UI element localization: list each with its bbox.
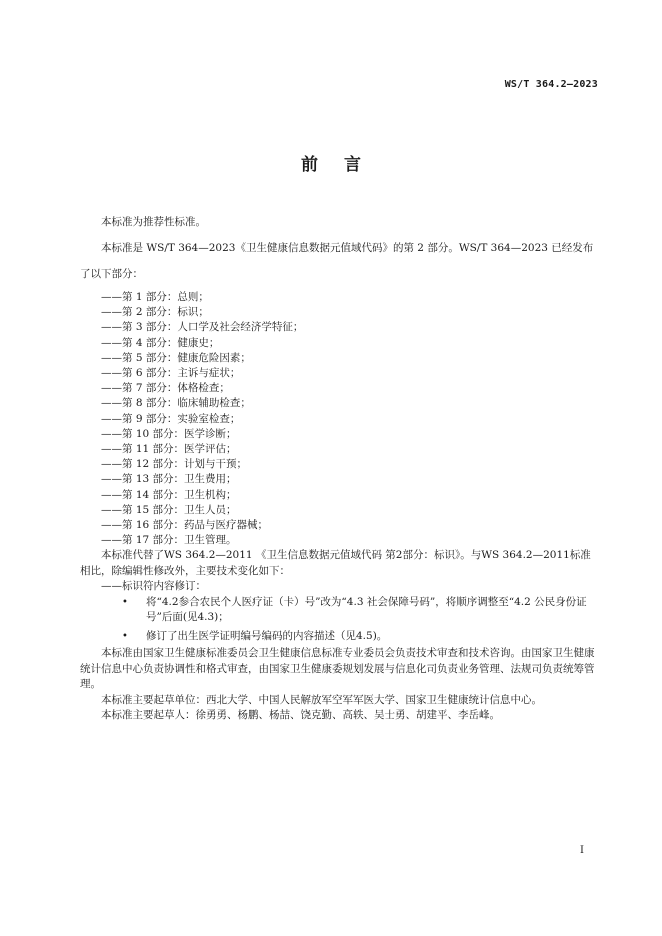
list-item: ——第 17 部分：卫生管理。 [101,534,237,547]
changes-list [80,595,598,645]
list-item: ——第 6 部分：主诉与症状； [101,367,241,380]
changes-heading: ——标识符内容修订： [101,580,206,593]
drafting-units-paragraph: 本标准主要起草单位：西北大学、中国人民解放军空军军医大学、国家卫生健康统计信息中心。 [101,693,542,706]
list-item: ——第 5 部分：健康危险因素； [101,351,251,364]
document-body [80,209,598,724]
list-item: ——第 10 部分：医学诊断； [101,427,237,440]
list-item [80,595,598,626]
change-text: 将“4.2参合农民个人医疗证（卡）号”改为“4.3 社会保障号码”，将顺序调整至“4.2 公民身份证号”后面(见4.3)； [146,595,587,624]
bullet-icon: • [122,596,128,608]
list-item: ——第 14 部分：卫生机构； [101,488,237,501]
list-item: ——第 4 部分：健康史； [101,336,220,349]
page-number: I [580,845,584,856]
list-item: ——第 16 部分：药品与医疗器械； [101,519,269,532]
header-standard-code: WS/T 364.2—2023 [504,79,598,90]
replacement-paragraph: 本标准代替了WS 364.2—2011 《卫生信息数据元值域代码 第2部分：标识》。与WS 364.2—2011标准相比，除编辑性修改外，主要技术变化如下： [80,549,591,577]
list-item: ——第 9 部分：实验室检查； [101,412,241,425]
list-item: ——第 7 部分：体格检查； [101,382,230,395]
list-item: ——第 1 部分：总则； [101,291,209,303]
bullet-icon: • [122,630,128,642]
list-item: ——第 13 部分：卫生费用； [101,473,237,486]
intro-paragraph-2: 本标准是 WS/T 364—2023《卫生健康信息数据元值域代码》的第 2 部分。WS/T 364—2023 已经发布了以下部分： [80,242,594,280]
proposer-paragraph: 本标准由国家卫生健康标准委员会卫生健康信息标准专业委员会负责技术审查和技术咨询。由国家卫生健康统计信息中心负责协调性和格式审查，由国家卫生健康委规划发展与信息化司负责业务管理、法规司负责统筹管理。 [80,647,595,691]
list-item: ——第 8 部分：临床辅助检查； [101,397,251,410]
list-item: ——第 12 部分：计划与干预； [101,458,248,471]
drafters-paragraph: 本标准主要起草人：徐勇勇、杨鹏、杨喆、饶克勤、高轶、吴士勇、胡建平、李岳峰。 [101,709,500,722]
parts-list [80,290,598,548]
list-item [80,629,598,645]
list-item: ——第 3 部分：人口学及社会经济学特征； [101,321,304,334]
page-title: 前言 [301,155,387,175]
intro-paragraph-1: 本标准为推荐性标准。 [101,216,206,228]
list-item: ——第 11 部分：医学评估； [101,443,237,456]
change-text: 修订了出生医学证明编号编码的内容描述（见4.5)。 [146,629,388,642]
list-item: ——第 2 部分：标识； [101,306,209,319]
list-item: ——第 15 部分：卫生人员； [101,503,237,516]
